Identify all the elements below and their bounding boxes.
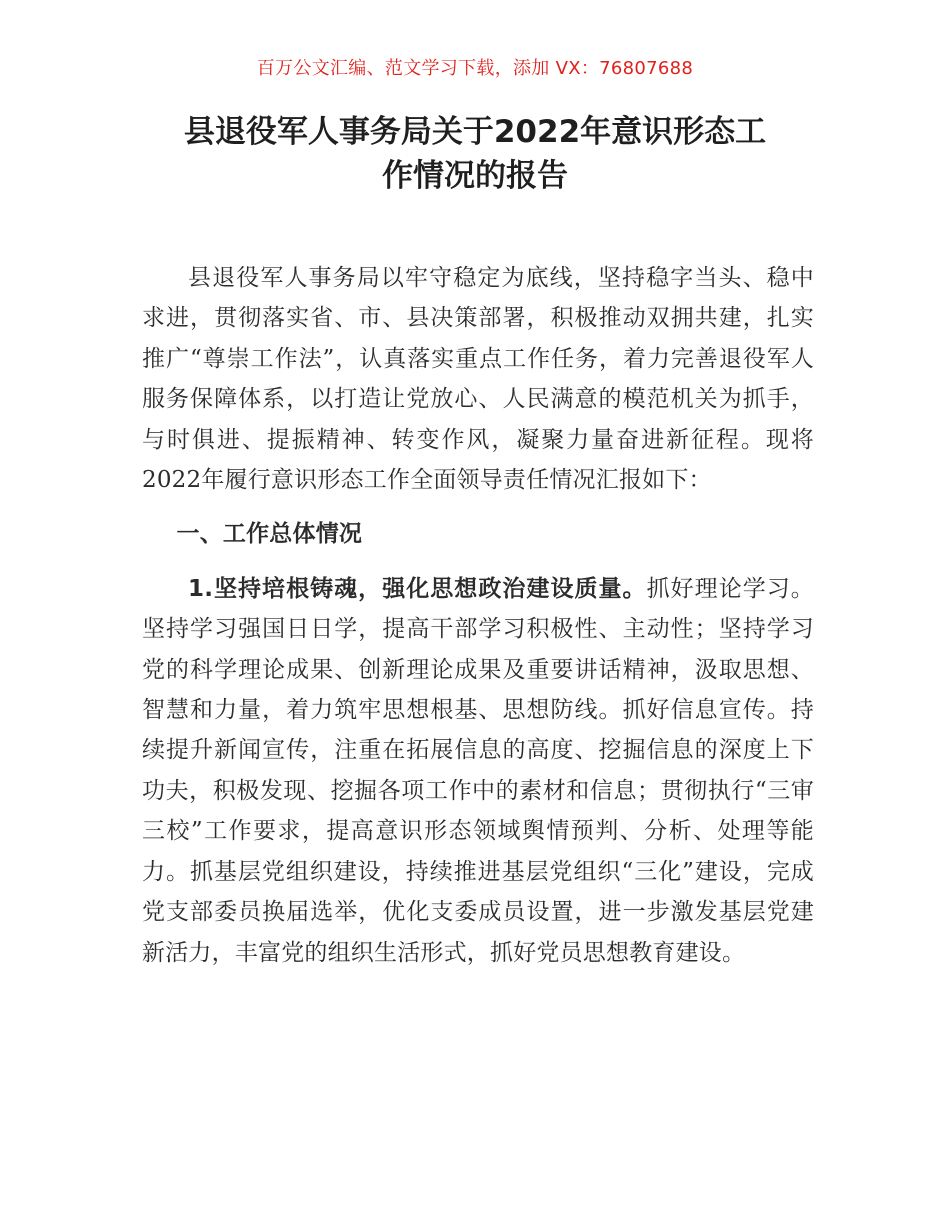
intro-paragraph: 县退役军人事务局以牢守稳定为底线，坚持稳字当头、稳中求进，贯彻落实省、市、县决策部署，积极推动双拥共建，扎实推广“尊崇工作法”，认真落实重点工作任务，着力完善退役军人服务保障体系，以打造让党放心、人民满意的模范机关为抓手，与时俱进、提振精神、转变作风，凝聚力量奋进新征程。现将2022年履行意识形态工作全面领导责任情况汇报如下： [142,265,814,494]
title-line-2: 作情况的报告 [382,158,568,194]
item-lead-text: 1.坚持培根铸魂，强化思想政治建设质量。 [188,575,647,602]
section-heading: 一、工作总体情况 [176,521,363,548]
section-item-paragraph [142,569,814,973]
item-body-text: 抓好理论学习。坚持学习强国日日学，提高干部学习积极性、主动性；坚持学习党的科学理论成果、创新理论成果及重要讲话精神，汲取思想、智慧和力量，着力筑牢思想根基、思想防线。抓好信息宣传。持续提升新闻宣传，注重在拓展信息的高度、挖掘信息的深度上下功夫，积极发现、挖掘各项工作中的素材和信息；贯彻执行“三审三校”工作要求，提高意识形态领域舆情预判、分析、处理等能力。抓基层党组织建设，持续推进基层党组织“三化”建设，完成党支部委员换届选举，优化支委成员设置，进一步激发基层党建新活力，丰富党的组织生活形式，抓好党员思想教育建设。 [142,575,814,966]
document-body [142,258,814,973]
watermark-banner: 百万公文汇编、范文学习下载，添加 VX：76807688 [256,58,694,79]
title-line-1: 县退役军人事务局关于2022年意识形态工 [183,114,767,150]
document-title [140,110,810,198]
